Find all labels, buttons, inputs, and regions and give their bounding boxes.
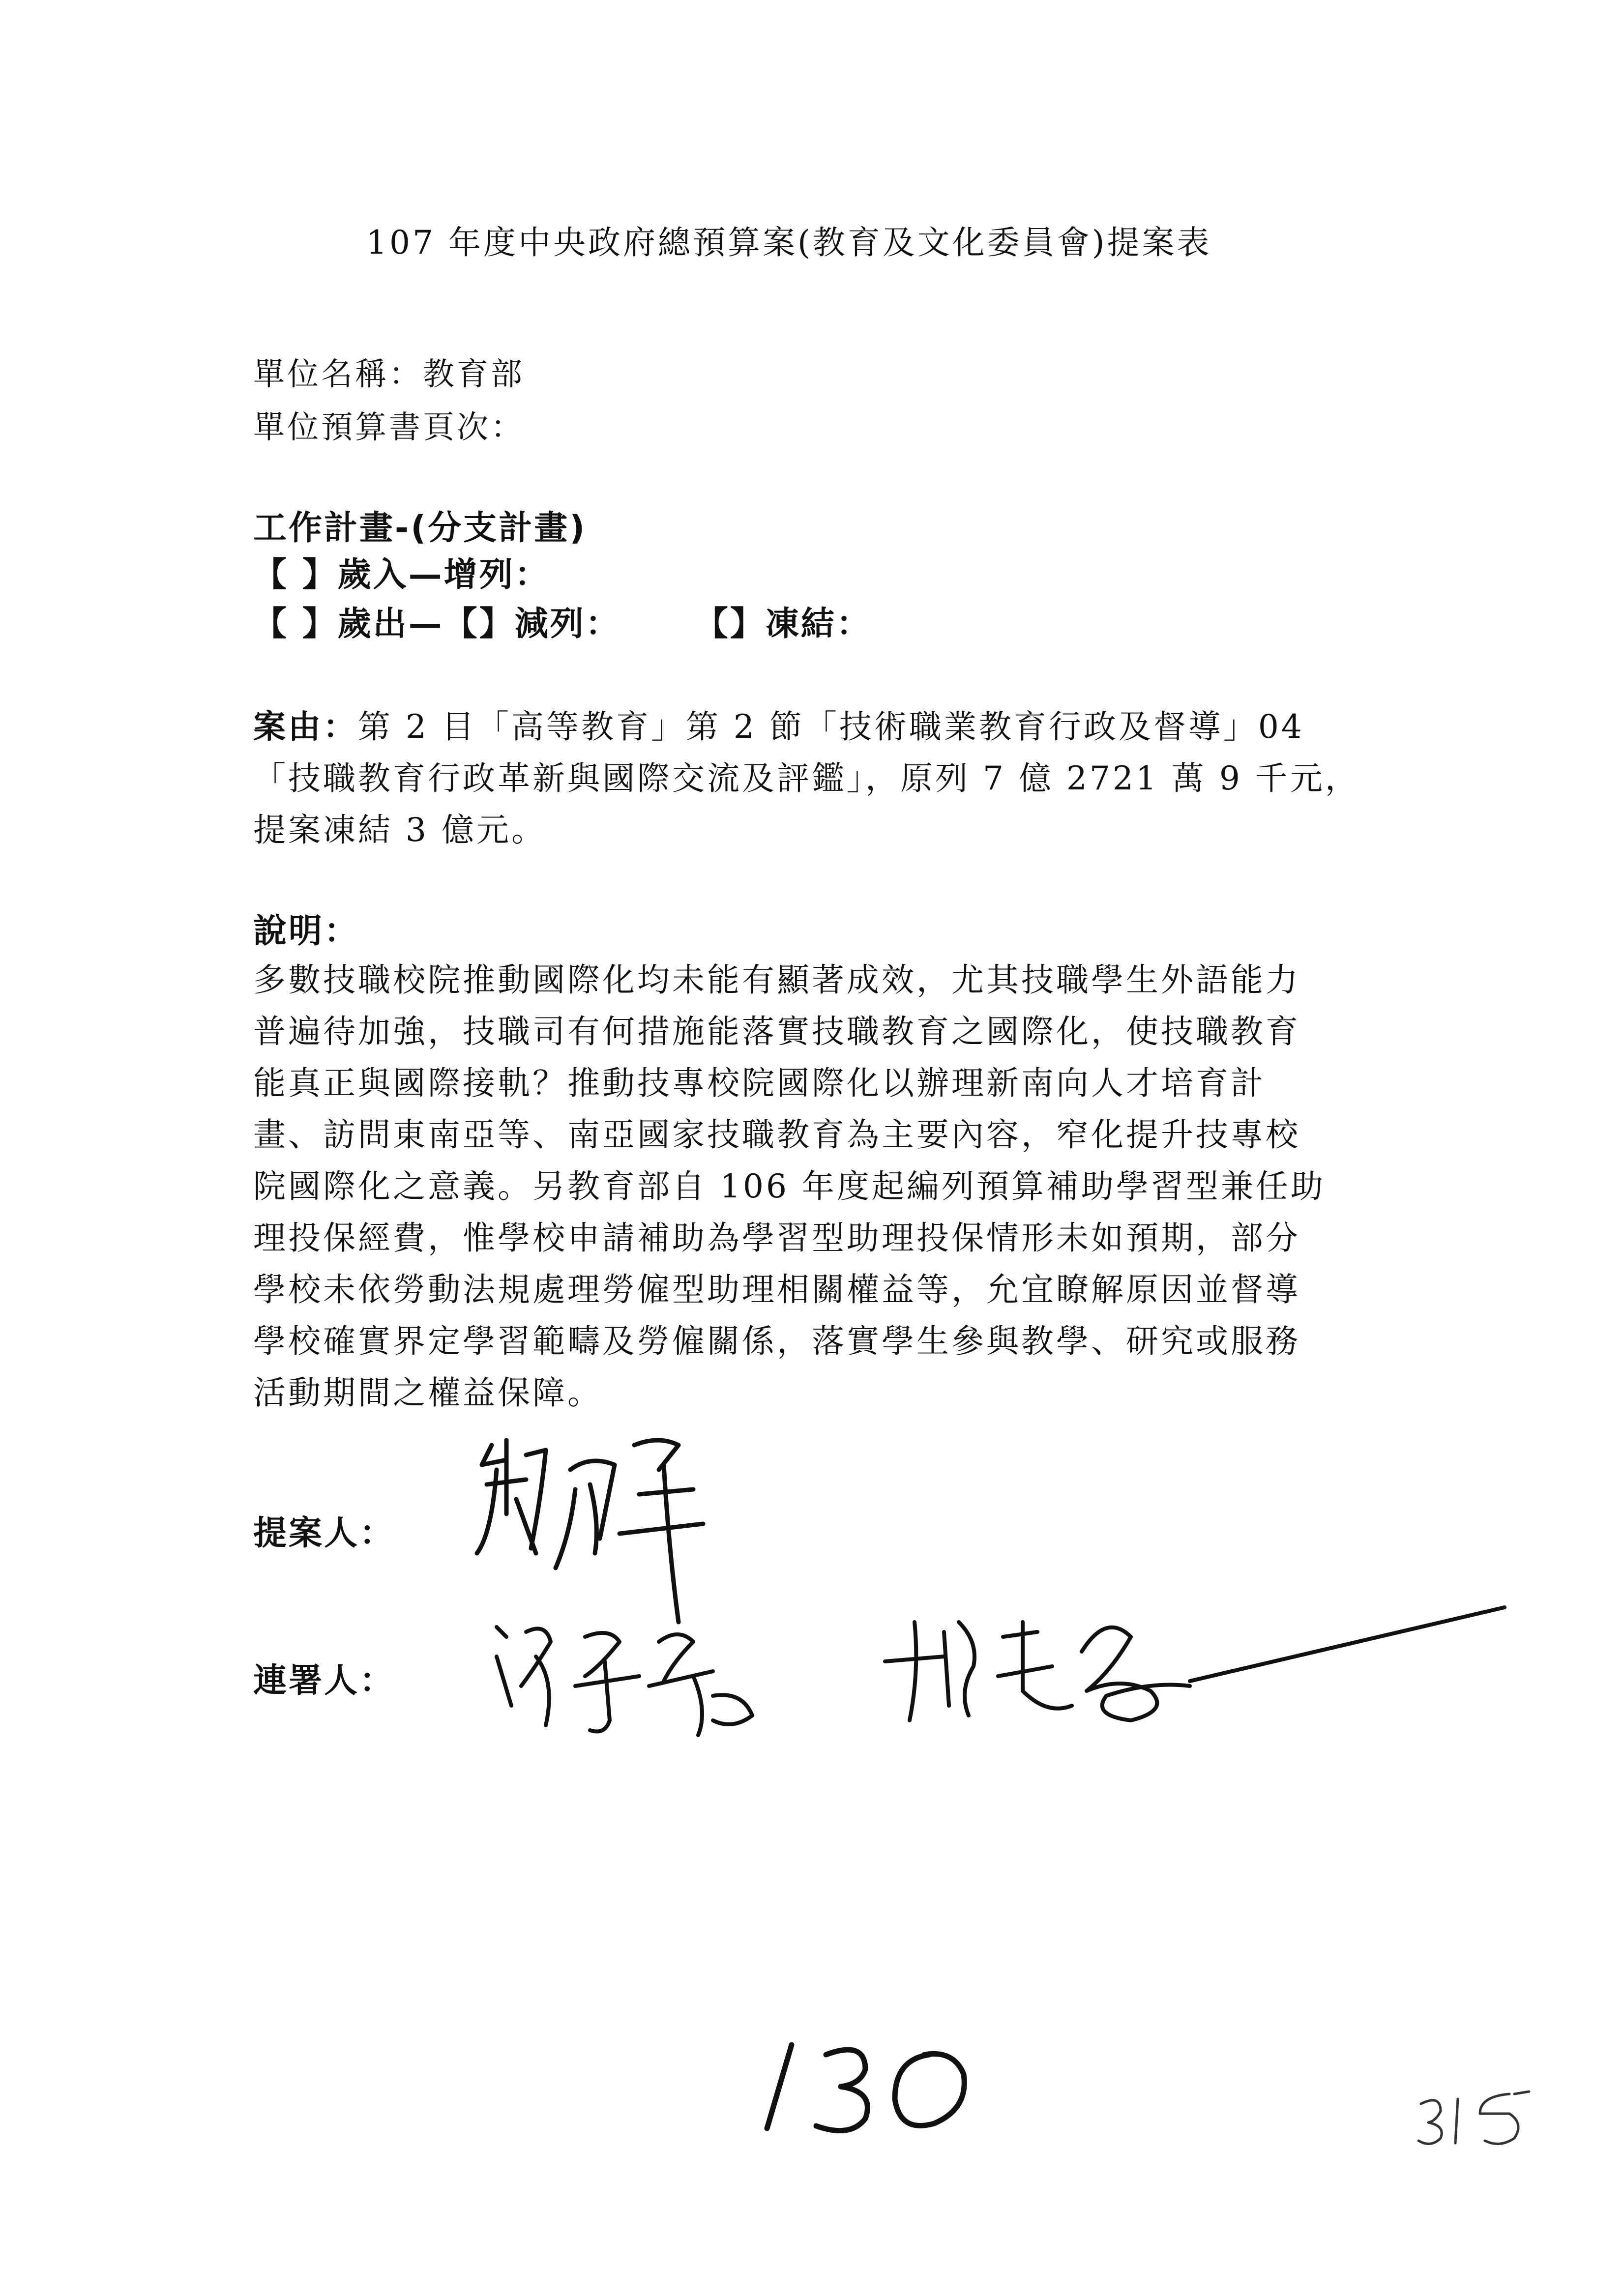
freeze-label: 【】凍結： <box>694 605 872 643</box>
expenditure-reduce-label: 【 】歲出—【】減列： <box>253 605 621 643</box>
revenue-line: 【 】歲入—增列： <box>253 555 550 594</box>
explanation-line-5: 院國際化之意義。另教育部自 106 年度起編列預算補助學習型兼任助 <box>253 1167 1326 1205</box>
explanation-line-9: 活動期間之權益保障。 <box>253 1374 602 1412</box>
case-label: 案由： <box>253 708 358 746</box>
case-line-1 <box>253 700 1304 747</box>
explanation-label: 說明： <box>253 912 360 951</box>
corner-handwritten-number <box>1411 2084 1539 2160</box>
explanation-line-2: 普遍待加強，技職司有何措施能落實技職教育之國際化，使技職教育 <box>253 1013 1300 1050</box>
handwritten-page-number <box>738 2025 993 2145</box>
explanation-line-6: 理投保經費，惟學校申請補助為學習型助理投保情形未如預期，部分 <box>253 1219 1300 1257</box>
cosigner-signature-2 <box>875 1593 1514 1740</box>
case-text-1: 第 2 目「高等教育」第 2 節「技術職業教育行政及督導」04 <box>358 708 1304 746</box>
explanation-line-1: 多數技職校院推動國際化均未能有顯著成效，尤其技職學生外語能力 <box>253 961 1300 999</box>
proposer-label: 提案人： <box>253 1514 395 1553</box>
case-line-2: 「技職教育行政革新與國際交流及評鑑」，原列 7 億 2721 萬 9 千元， <box>253 759 1360 797</box>
explanation-line-4: 畫、訪問東南亞等、南亞國家技職教育為主要內容，窄化提升技專校 <box>253 1116 1300 1154</box>
cosigner-signature-1 <box>487 1598 792 1745</box>
document-title: 107 年度中央政府總預算案(教育及文化委員會)提案表 <box>366 224 1212 262</box>
case-line-3: 提案凍結 3 億元。 <box>253 811 546 849</box>
budget-page-reference: 單位預算書頁次： <box>253 409 525 446</box>
explanation-line-8: 學校確實界定學習範疇及勞僱關係，落實學生參與教學、研究或服務 <box>253 1322 1300 1360</box>
explanation-line-7: 學校未依勞動法規處理勞僱型助理相關權益等，允宜瞭解原因並督導 <box>253 1271 1300 1308</box>
cosigner-label: 連署人： <box>253 1661 395 1700</box>
unit-name: 單位名稱：教育部 <box>253 356 525 393</box>
explanation-line-3: 能真正與國際接軌？推動技專校院國際化以辦理新南向人才培育計 <box>253 1064 1266 1102</box>
expenditure-line <box>253 597 872 645</box>
work-plan-heading: 工作計畫-(分支計畫) <box>253 509 587 548</box>
